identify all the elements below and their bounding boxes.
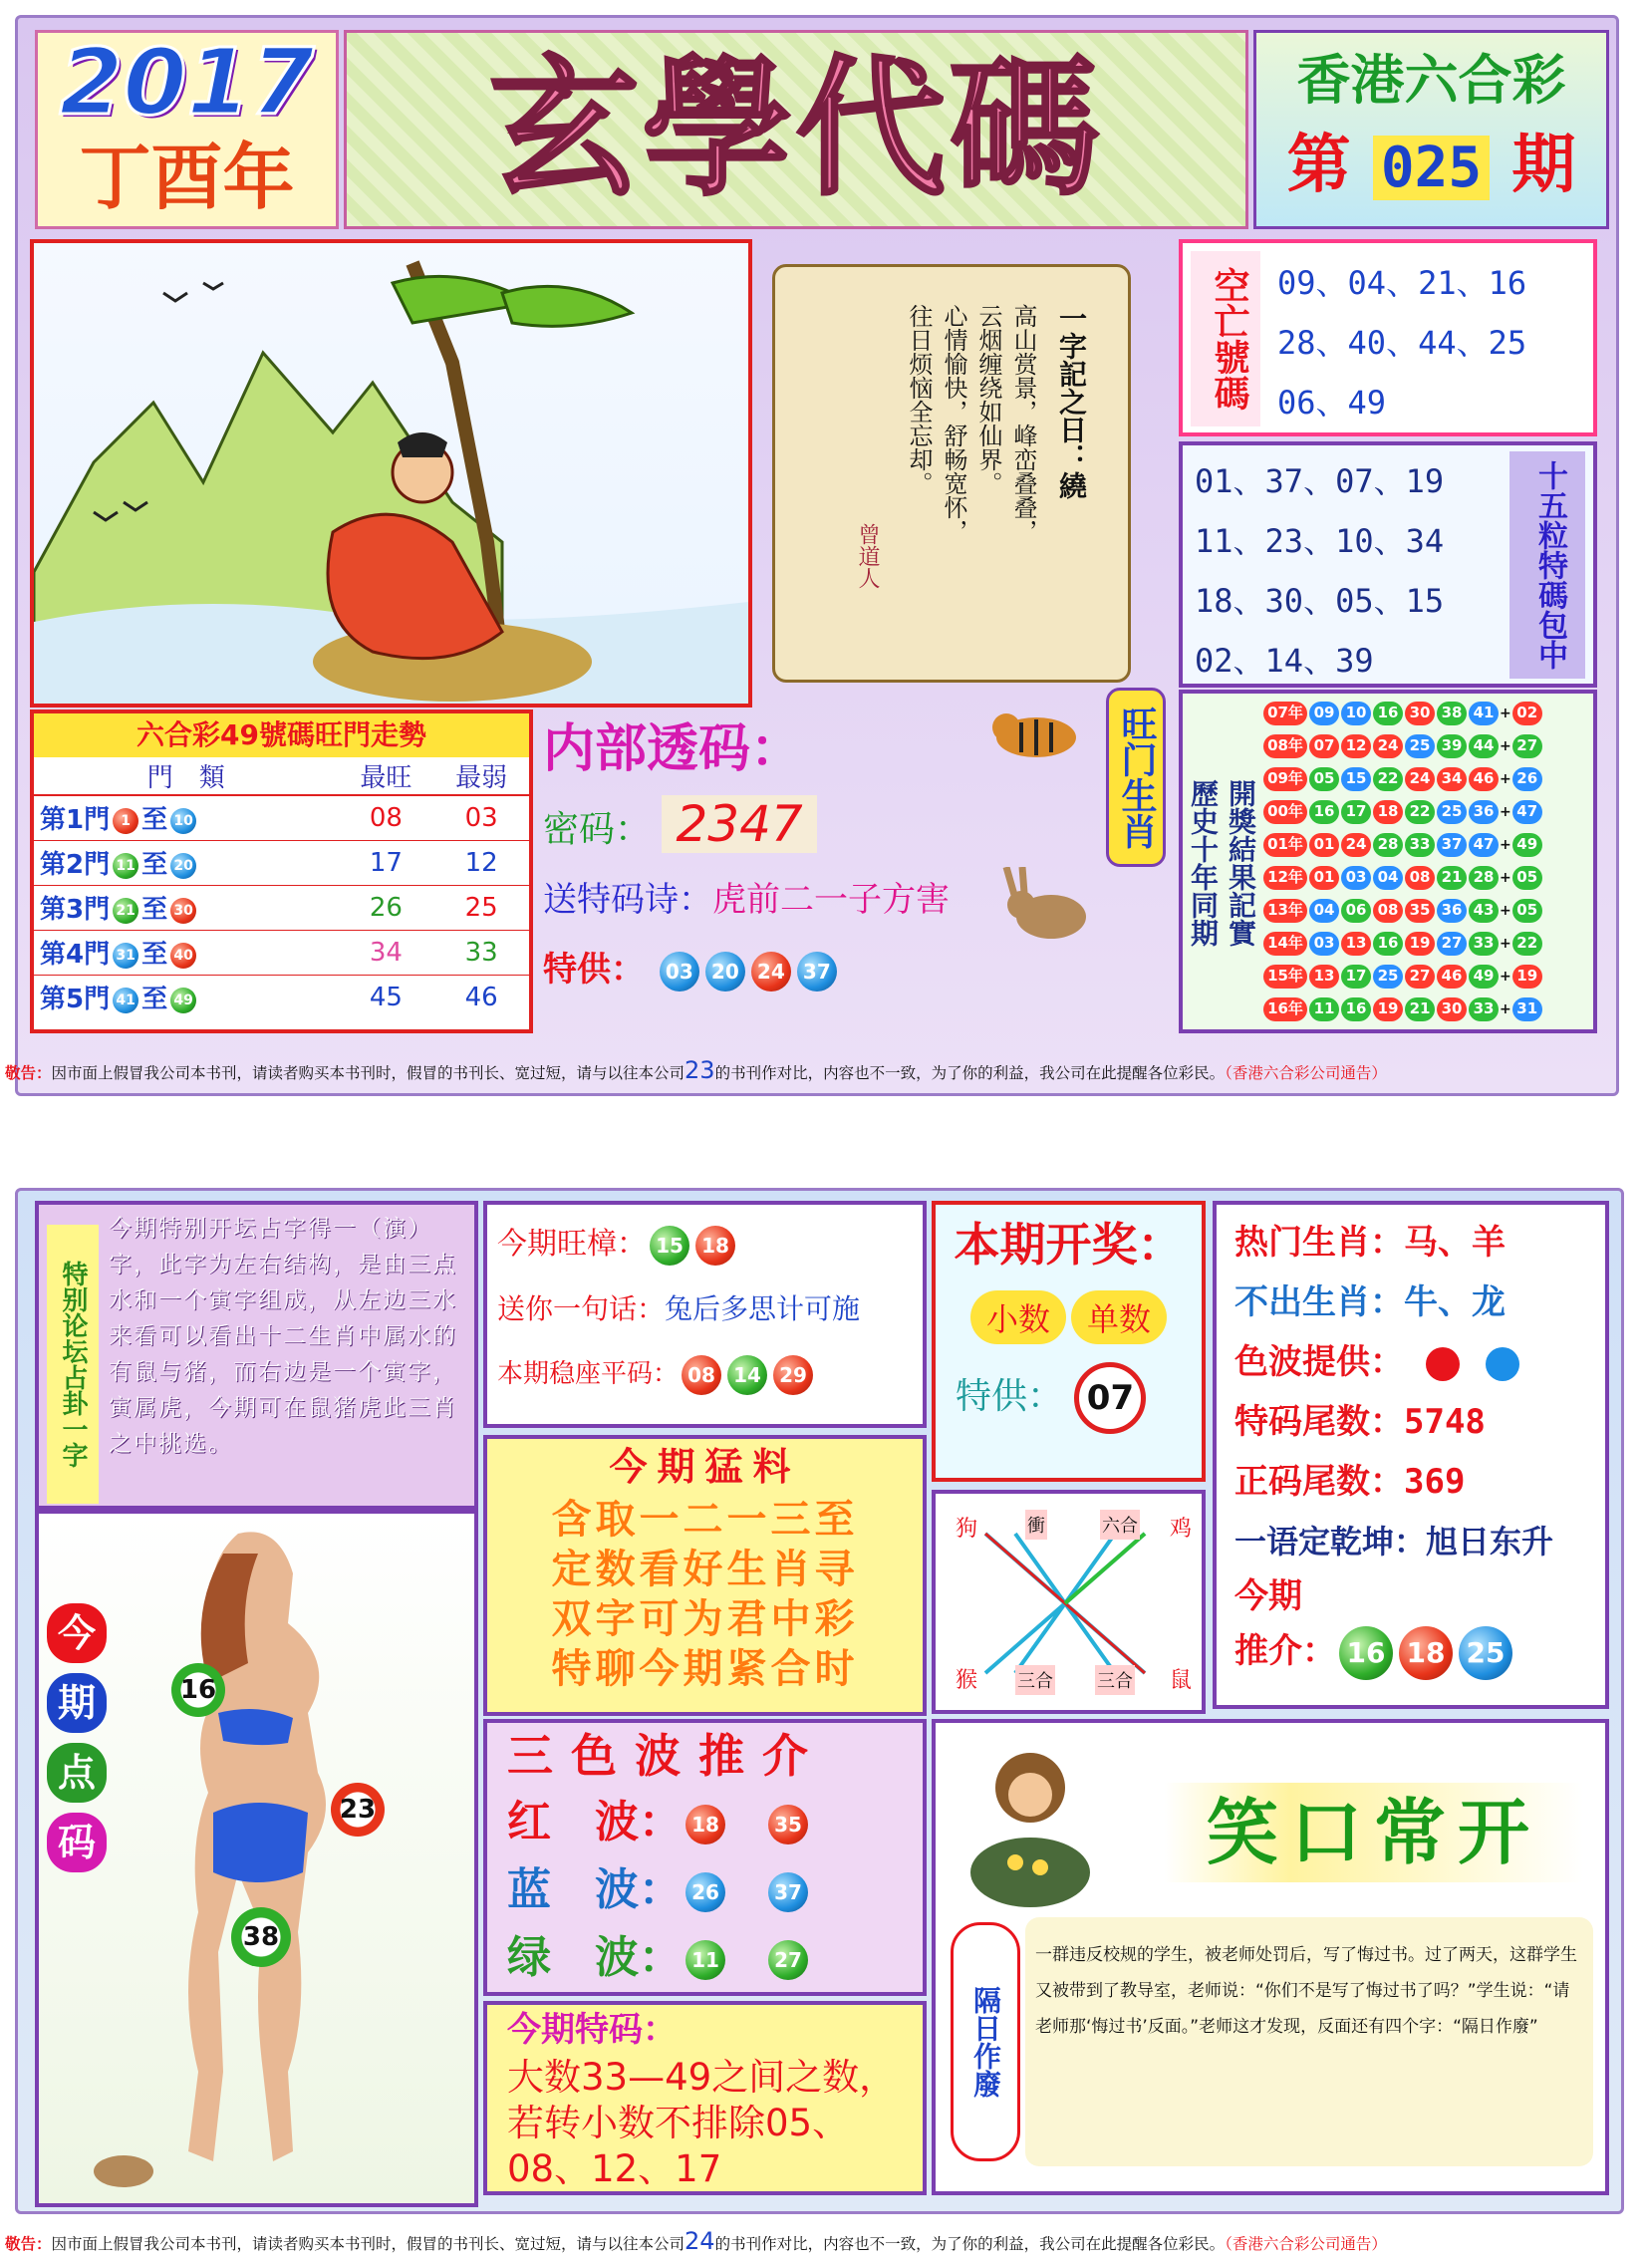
forum-text: 今期特别开坛占字得一（演）字，此字为左右结构，是由三点水和一个寅字组成，从左边三水来看可以看出十二生肖中属水的有鼠与猪，而右边是一个寅字，寅属虎，今期可在鼠猪虎此三肖之中挑选。 — [109, 1216, 457, 1457]
dian-ball-1: 16 — [171, 1663, 225, 1717]
green-wave-row: 绿 波： 11 27 — [487, 1924, 923, 1992]
one-word-row: 一语定乾坤：旭日东升 — [1234, 1523, 1554, 1560]
year-name: 丁酉年 — [79, 136, 295, 219]
table-row: 第2門 11 至 20 17 12 — [34, 840, 529, 885]
notice-2: 敬告：因市面上假冒我公司本书刊，请读者购买本书刊时，假冒的书刊长、宽过短，请与以往本公司24的书刊作对比，内容也不一致，为了你的利益，我公司在此提醒各位彩民。（香港六合彩公司通告） — [5, 2227, 1387, 2255]
table-row: 16年 11 16 19 21 30 33 + 31 — [1262, 993, 1595, 1026]
dian-label: 今 期 点 码 — [47, 1603, 107, 1872]
table-row: 12年 01 03 04 08 21 28 + 05 — [1262, 862, 1595, 895]
wangbang-panel — [483, 1201, 927, 1428]
missing-zodiac-row: 不出生肖：牛、龙 — [1234, 1282, 1506, 1322]
brand-name: 香港六合彩 — [1296, 49, 1566, 112]
table-row: 15年 13 17 25 27 46 49 + 19 — [1262, 961, 1595, 993]
poem-heading: 一字記之日：繞 — [1055, 304, 1088, 499]
forum-label: 特别论坛占卦一字 — [47, 1225, 99, 1504]
tema-text: 大数33—49之间之数，若转小数不排除05、08、12、17 — [507, 2056, 897, 2190]
zodiac-sanhe-1: 三合 — [1015, 1665, 1055, 1695]
dian-ball-2: 23 — [331, 1783, 385, 1837]
issue: 第 025 期 — [1286, 129, 1576, 202]
main-title: 玄學代碼 — [488, 43, 1103, 216]
color-wave-row: 色波提供： — [1234, 1332, 1605, 1392]
trend-table-panel — [30, 709, 533, 1033]
red-wave-row: 红 波： 18 35 — [487, 1789, 923, 1856]
history-label-2: 開獎結果記實 — [1225, 779, 1257, 947]
table-row: 08年 07 12 24 25 39 44 + 27 — [1262, 730, 1595, 763]
notice-1: 敬告：因市面上假冒我公司本书刊，请读者购买本书刊时，假冒的书刊长、宽过短，请与以往本公司23的书刊作对比，内容也不一致，为了你的利益，我公司在此提醒各位彩民。（香港六合彩公司通告） — [5, 1056, 1387, 1084]
trend-title: 六合彩49號碼旺門走勢 — [34, 713, 529, 757]
brand-panel — [1253, 30, 1609, 229]
normal-tail-row: 正码尾数：369 — [1234, 1462, 1466, 1502]
year: 2017 — [59, 29, 315, 136]
wangbang-row-3: 本期稳座平码： 08 14 29 — [487, 1344, 923, 1404]
tiger-icon — [986, 698, 1086, 777]
special-row: 特供： 03 20 24 37 — [543, 935, 981, 1004]
history-panel — [1179, 690, 1597, 1033]
wangbang-row-2: 送你一句话：兔后多思计可施 — [497, 1292, 861, 1325]
tail-row: 特码尾数：5748 — [1234, 1402, 1486, 1442]
trend-table — [34, 757, 529, 1019]
password-value: 2347 — [662, 795, 816, 853]
table-row: 00年 16 17 18 22 25 36 + 47 — [1262, 796, 1595, 829]
zodiac-liuhe: 六合 — [1100, 1510, 1140, 1540]
mengliao-panel — [483, 1435, 927, 1716]
poem-scroll — [752, 244, 1171, 693]
table-row: 第5門 41 至 49 45 46 — [40, 982, 498, 1015]
fifteen-label: 十五粒特碼包中 — [1509, 451, 1585, 679]
table-row: 13年 04 06 08 35 36 43 + 05 — [1262, 895, 1595, 928]
kongwang-label: 空亡號碼 — [1191, 251, 1260, 426]
table-row: 第1門 1 至 10 08 03 — [34, 795, 529, 840]
mengliao-lines: 含取一二一三至 定数看好生肖寻 双字可为君中彩 特聊今期紧合时 — [551, 1497, 859, 1692]
dian-ball-3: 38 — [231, 1907, 291, 1967]
sanse-panel — [483, 1719, 927, 1996]
poem-signature: 曾道人 — [855, 523, 880, 589]
zodiac-dog: 狗 — [956, 1517, 978, 1542]
table-row: 09年 05 15 22 24 34 46 + 26 — [1262, 763, 1595, 796]
kongwang-panel — [1179, 239, 1597, 436]
draw-special: 特供： 07 — [936, 1362, 1202, 1434]
joke-label: 隔日作廢 — [951, 1922, 1020, 2161]
table-row: 14年 03 13 16 19 27 33 + 22 — [1262, 928, 1595, 961]
poem-line-1: 高山赏景，峰峦叠叠， — [1009, 304, 1037, 543]
zodiac-diagram — [932, 1490, 1206, 1714]
sanse-title: 三色波推介 — [507, 1729, 826, 1783]
joke-text: 一群违反校规的学生，被老师处罚后，写了悔过书。过了两天，这群学生又被带到了教导室，老师说：“你们不是写了悔过书了吗？”学生说：“请老师那‘悔过书’反面。”老师这才发现，反面还有四个字：“隔日作廢” — [1035, 1945, 1577, 2037]
issue-number: 025 — [1373, 136, 1490, 200]
main-title-panel — [344, 30, 1248, 229]
wangbang-row-1: 今期旺樟： 15 18 — [487, 1205, 923, 1275]
inside-title: 内部透码： — [543, 719, 803, 779]
draw-panel — [932, 1201, 1206, 1482]
zodiac-chong: 衝 — [1025, 1510, 1047, 1540]
table-row: 07年 09 10 16 30 38 41 + 02 — [1262, 698, 1595, 730]
table-row: 第3門 21 至 30 26 25 — [34, 885, 529, 930]
illustration-panel — [30, 239, 752, 708]
draw-title: 本期开奖： — [954, 1218, 1184, 1272]
fifteen-numbers: 01、37、07、19 11、23、10、34 18、30、05、15 02、14、39 — [1195, 462, 1445, 680]
poem-line-2: 云烟缠绕如仙界。 — [974, 304, 1002, 495]
zodiac-shu: 鼠 — [1170, 1668, 1193, 1693]
forum-panel — [35, 1201, 478, 1510]
blue-wave-row: 蓝 波： 26 37 — [487, 1856, 923, 1924]
poem-line-3: 心情愉快，舒畅宽怀， — [940, 304, 967, 543]
mengliao-title: 今期猛料 — [609, 1445, 801, 1489]
zodiac-hou: 猴 — [956, 1668, 978, 1693]
poem-row: 送特码诗：虎前二一子方害 — [543, 880, 950, 920]
recommend-row: 推介： 16 18 25 — [1234, 1621, 1605, 1681]
history-rows — [1262, 698, 1595, 1026]
laugh-panel — [932, 1719, 1609, 2195]
kongwang-numbers: 09、04、21、16 28、40、44、25 06、49 — [1277, 264, 1527, 422]
hot-panel — [1213, 1201, 1609, 1709]
history-label-1: 歷史十年同期 — [1187, 779, 1220, 947]
model-panel — [35, 1510, 478, 2207]
blue-wave-dot — [1486, 1347, 1519, 1381]
wangmen-label: 旺门生肖 — [1106, 688, 1166, 867]
table-row: 01年 01 24 28 33 37 47 + 49 — [1262, 829, 1595, 862]
monkey-icon — [956, 1743, 1105, 1912]
hot-zodiac-row: 热门生肖：马、羊 — [1234, 1223, 1506, 1263]
recommend-label: 今期 — [1234, 1576, 1302, 1616]
tema-title: 今期特码： — [507, 2010, 677, 2050]
red-wave-dot — [1426, 1347, 1460, 1381]
rabbit-icon — [996, 867, 1096, 947]
zodiac-sanhe-2: 三合 — [1095, 1665, 1135, 1695]
zodiac-ji: 鸡 — [1170, 1517, 1193, 1542]
fifteen-panel — [1179, 441, 1597, 688]
password-row: 密码： 2347 — [543, 789, 981, 865]
year-block — [35, 30, 339, 229]
draw-tags: 小数 单数 — [936, 1290, 1202, 1344]
laugh-title: 笑口常开 — [1165, 1783, 1583, 1882]
inside-code-panel — [543, 709, 981, 1028]
table-row: 第4門 31 至 40 34 33 — [34, 930, 529, 975]
scholar-illustration — [34, 243, 748, 704]
trend-header: 門 類 最旺 最弱 — [34, 757, 529, 795]
wangmen-panel — [986, 688, 1176, 1026]
tema-panel — [483, 2001, 927, 2195]
poem-line-4: 往日烦恼全忘却。 — [905, 304, 933, 495]
